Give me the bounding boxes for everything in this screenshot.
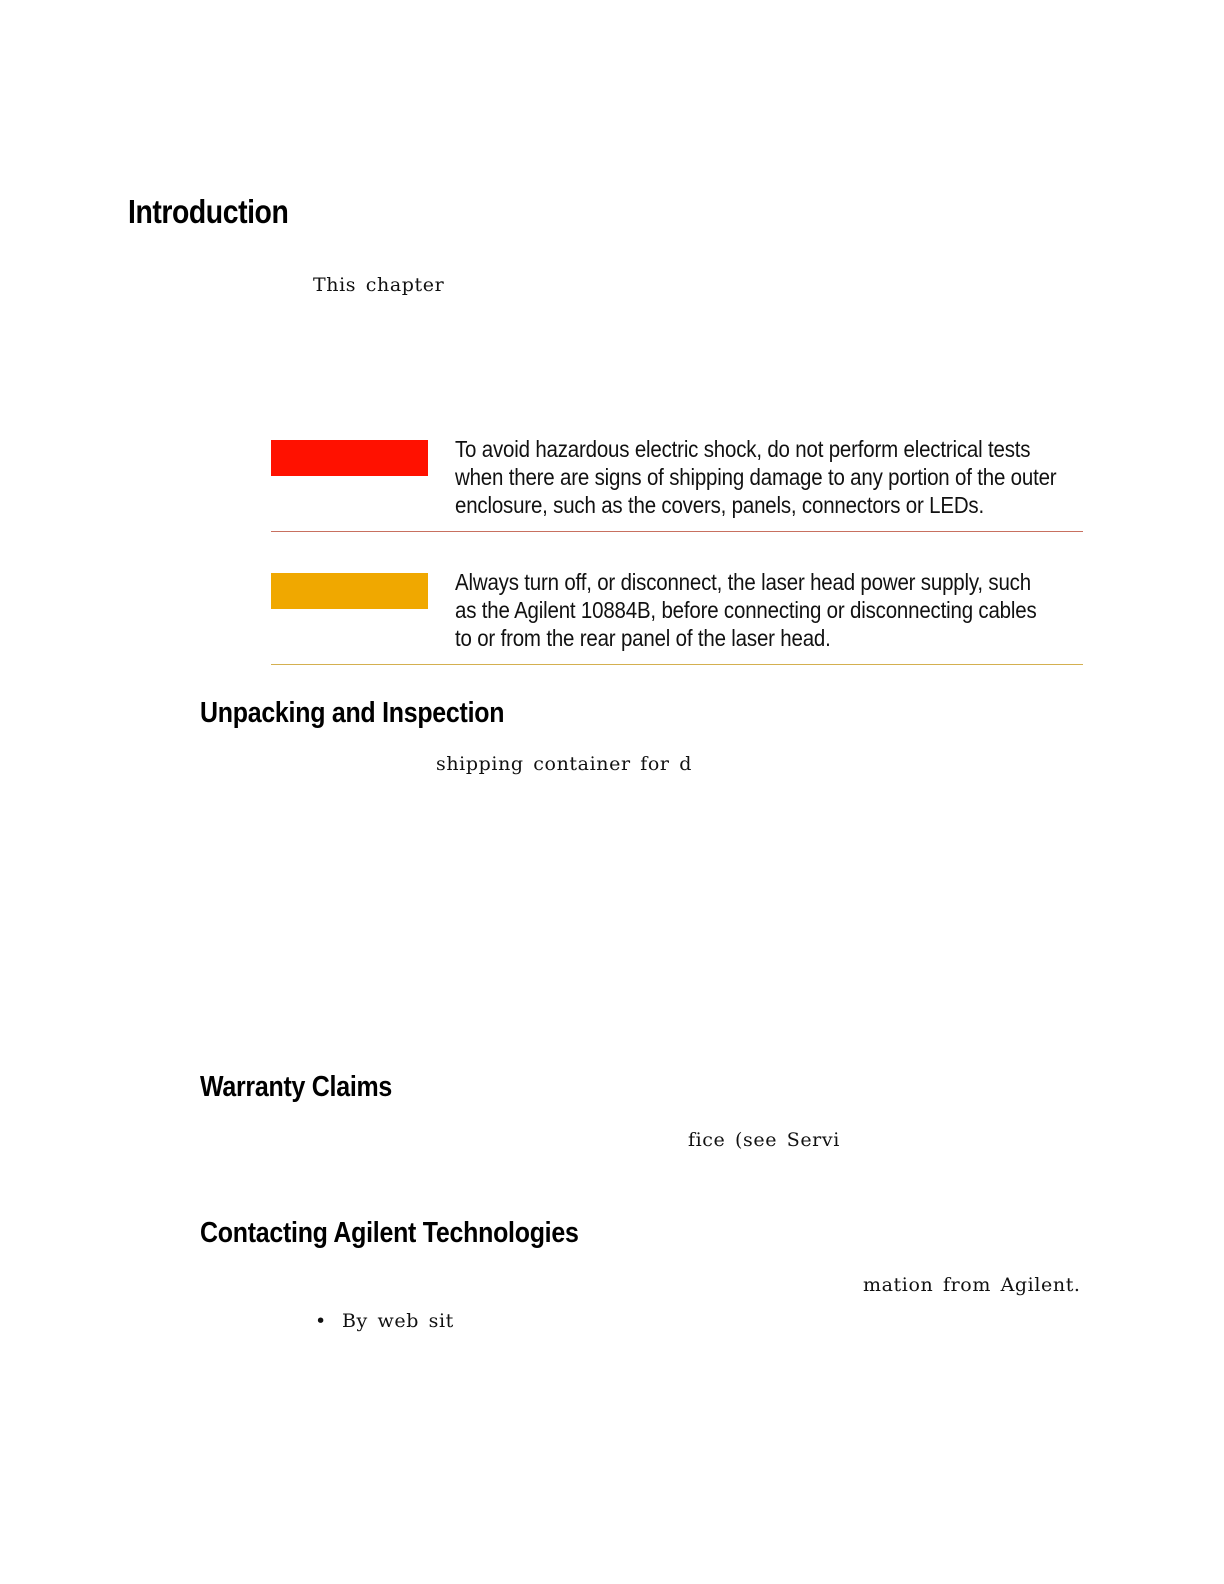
caution-notice-text <box>455 568 1037 652</box>
contact-text-fragment: mation from Agilent. <box>863 1274 1081 1296</box>
intro-text-fragment: This chapter <box>313 274 445 296</box>
section-heading-warranty: Warranty Claims <box>200 1071 393 1103</box>
section-heading-unpacking: Unpacking and Inspection <box>200 697 505 729</box>
warning-notice-text <box>455 435 1056 519</box>
warning-bar <box>271 440 428 476</box>
warning-divider <box>271 531 1083 532</box>
warning-line: when there are signs of shipping damage to any portion of the outer <box>455 464 1057 490</box>
caution-line: as the Agilent 10884B, before connecting or disconnecting cables <box>455 597 1037 623</box>
bullet-text-fragment: By web sit <box>342 1310 454 1332</box>
warning-line: enclosure, such as the covers, panels, connectors or LEDs. <box>455 492 984 518</box>
warranty-text-fragment: fice (see Servi <box>688 1129 840 1151</box>
caution-divider <box>271 664 1083 665</box>
warning-line: To avoid hazardous electric shock, do not perform electrical tests <box>455 436 1031 462</box>
caution-line: to or from the rear panel of the laser head. <box>455 625 831 651</box>
caution-line: Always turn off, or disconnect, the laser head power supply, such <box>455 569 1031 595</box>
unpacking-text-fragment: shipping container for d <box>436 753 693 775</box>
caution-bar <box>271 573 428 609</box>
page-title: Introduction <box>128 193 289 230</box>
bullet-symbol: • <box>315 1310 327 1332</box>
section-heading-contacting: Contacting Agilent Technologies <box>200 1217 579 1249</box>
